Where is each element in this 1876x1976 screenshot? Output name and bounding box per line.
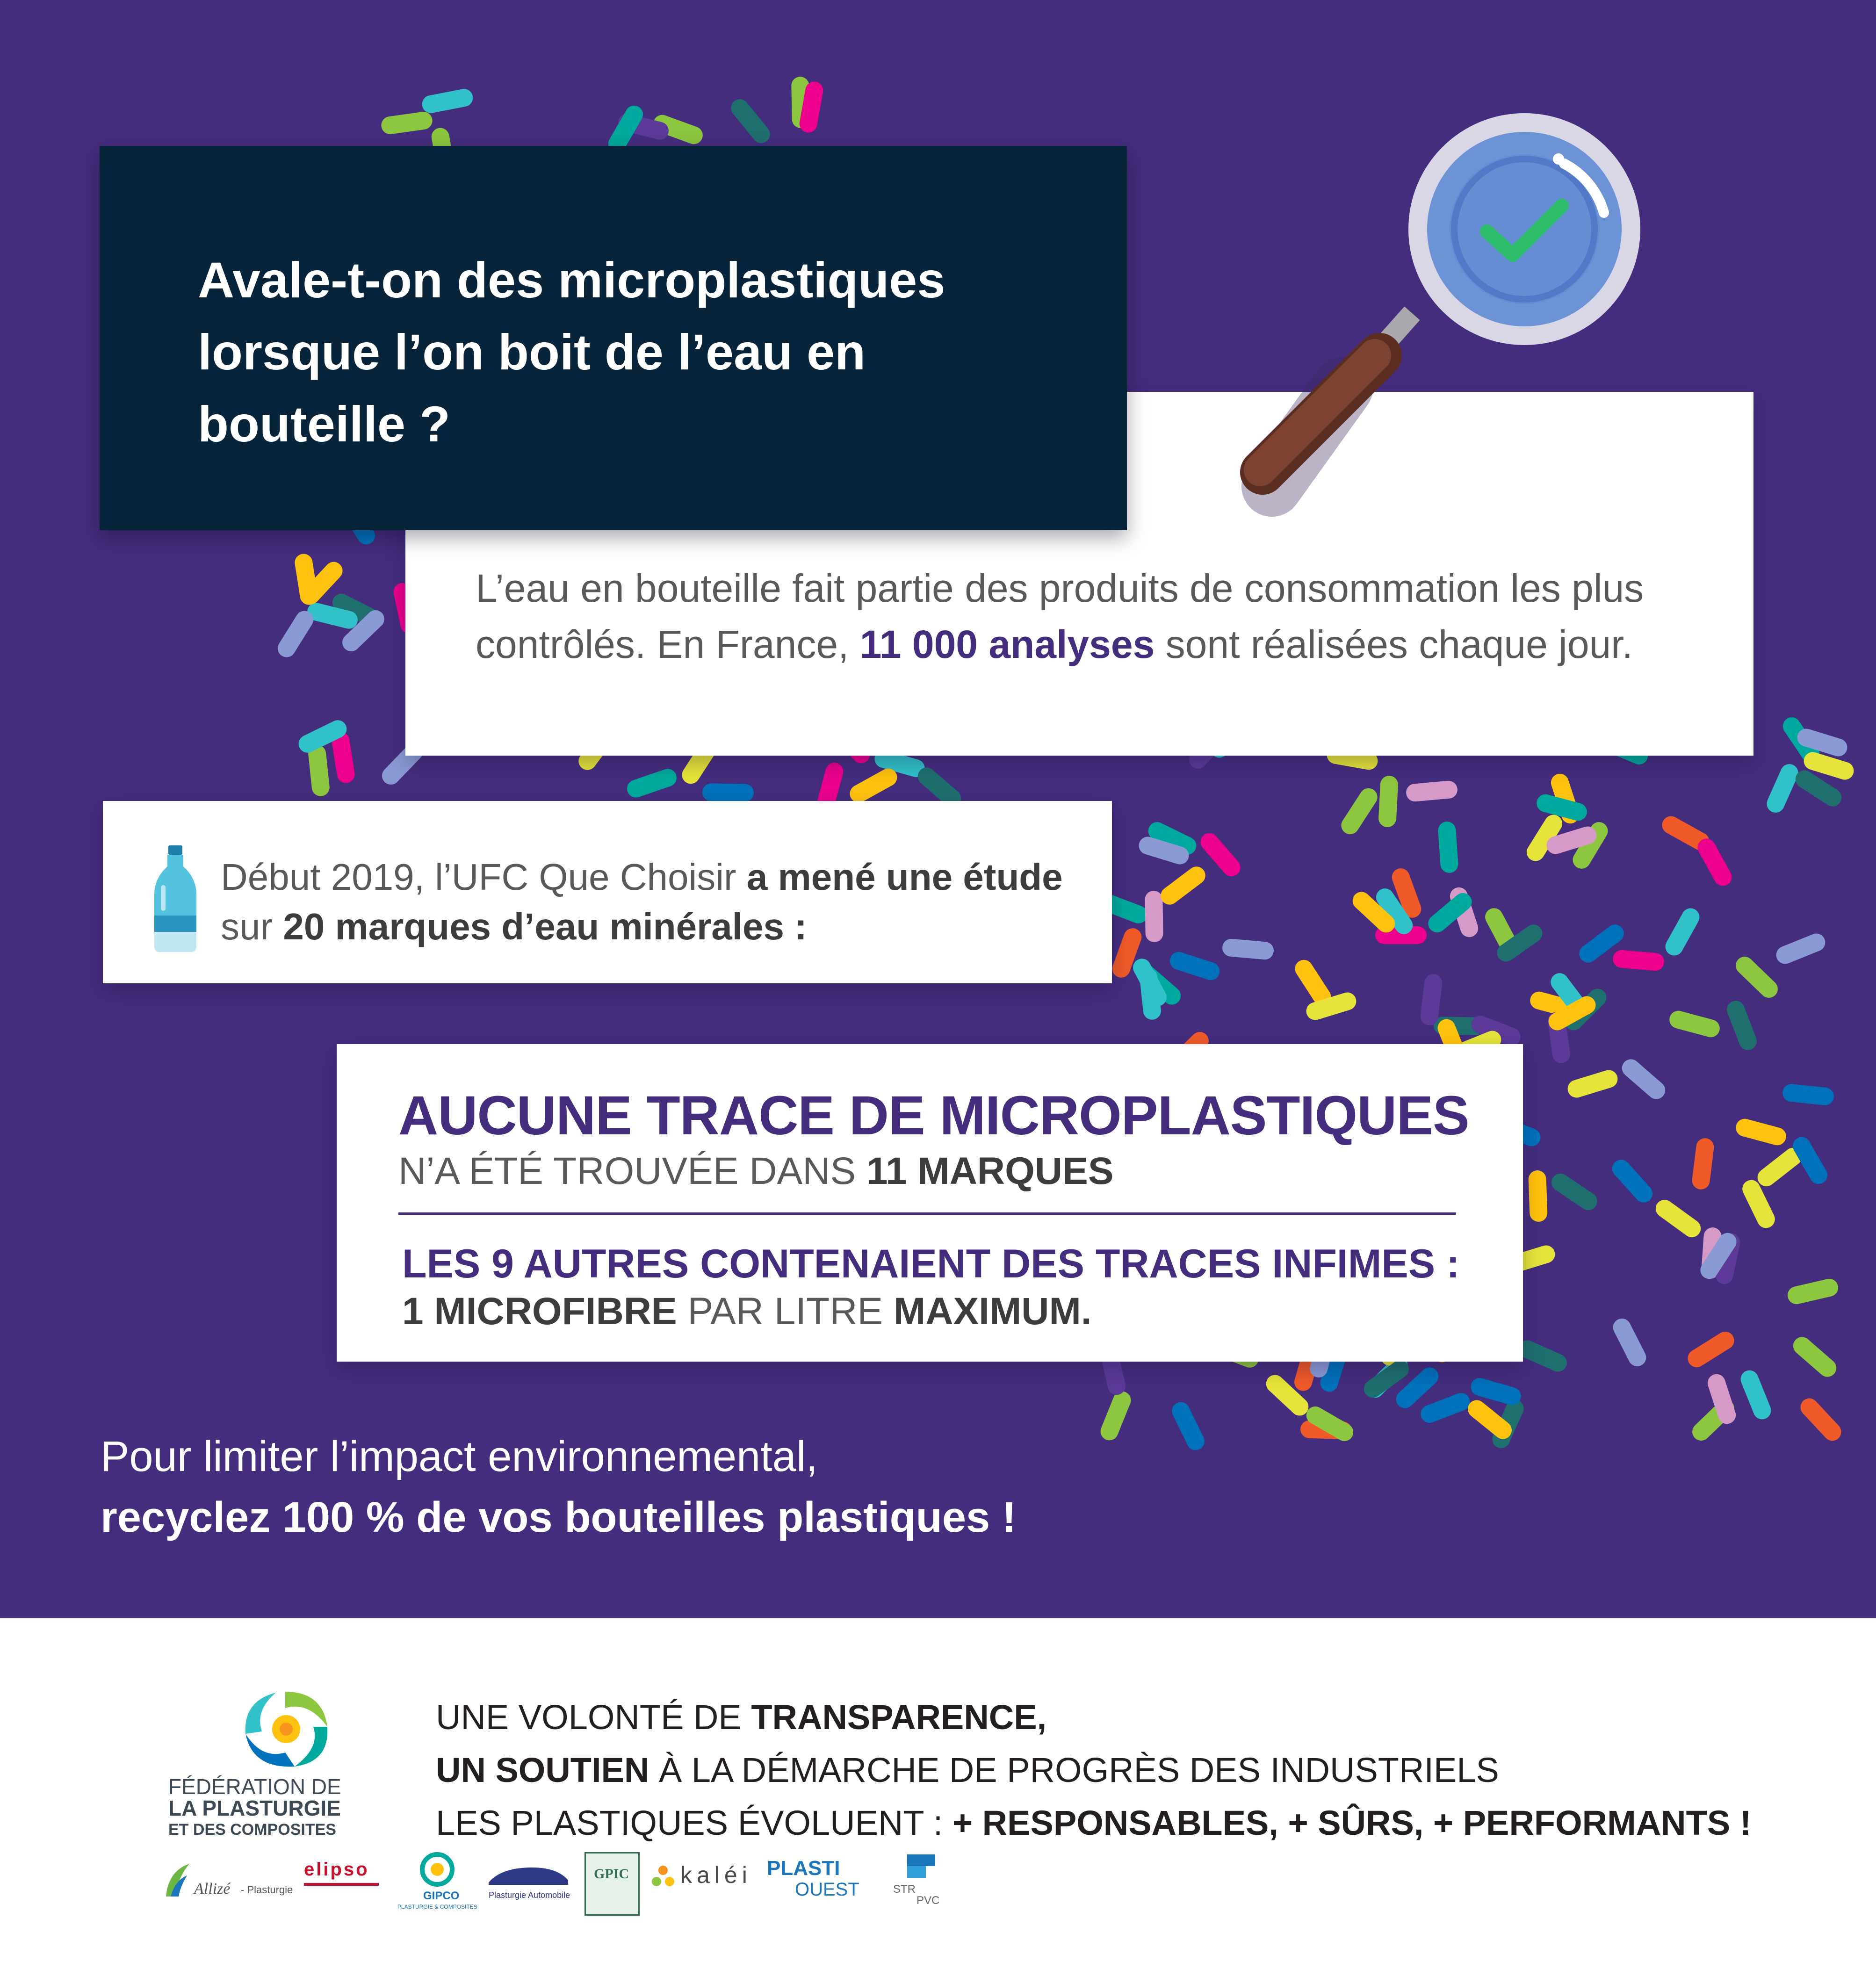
gpa-car-icon xyxy=(486,1864,570,1887)
result-sub-bold: 11 MARQUES xyxy=(866,1150,1114,1192)
confetti-pill xyxy=(1618,1056,1669,1103)
confetti-pill xyxy=(380,111,433,136)
confetti-pill xyxy=(1222,938,1275,960)
confetti-pill xyxy=(1437,821,1459,873)
partner-logos xyxy=(164,1852,959,1946)
partner-elipso xyxy=(304,1852,388,1941)
gpic-name: GPIC xyxy=(594,1866,629,1882)
partner-kalei xyxy=(650,1852,762,1941)
footer-l2-a: UN SOUTIEN xyxy=(436,1751,649,1789)
confetti-pill xyxy=(728,95,774,146)
confetti-pill xyxy=(1734,1117,1788,1147)
confetti-pill xyxy=(420,87,474,115)
confetti-pill xyxy=(274,607,317,660)
allize-sub: - Plasturgie xyxy=(241,1884,293,1896)
confetti-pill xyxy=(1612,949,1665,971)
confetti-pill xyxy=(1515,1337,1570,1374)
confetti-pill xyxy=(1098,1389,1133,1443)
confetti-pill xyxy=(1786,1277,1840,1306)
confetti-pill xyxy=(1797,1395,1845,1444)
cta-line-1: Pour limiter l’impact environnemental, xyxy=(101,1433,818,1480)
gpa-name: Plasturgie Automobile xyxy=(489,1890,570,1900)
result-line2-mid: PAR LITRE xyxy=(677,1290,894,1333)
cta-line-2: recyclez 100 % de vos bouteilles plastiques ! xyxy=(101,1493,1017,1541)
partner-allize xyxy=(164,1852,293,1941)
footer-line-2 xyxy=(436,1744,1751,1796)
confetti-pill xyxy=(1764,761,1801,815)
study-text xyxy=(221,852,1100,952)
info-text-before: L’eau en bouteille fait partie des produits de consommation les plus contrôlés. En France, xyxy=(476,566,1644,666)
confetti-pill xyxy=(1145,891,1163,943)
confetti-pill xyxy=(1406,780,1458,802)
study-part2: sur xyxy=(221,906,283,947)
federation-swirl-icon xyxy=(234,1682,337,1771)
ouest-name: OUEST xyxy=(795,1879,859,1900)
partner-gpa xyxy=(486,1852,575,1941)
partner-plastiouest xyxy=(767,1852,860,1941)
study-card xyxy=(103,801,1112,983)
confetti-pill xyxy=(1169,1399,1207,1453)
confetti-pill xyxy=(1528,1170,1548,1222)
title-card xyxy=(100,146,1127,530)
footer-line-3 xyxy=(436,1796,1751,1849)
federation-name xyxy=(168,1776,360,1840)
confetti-pill xyxy=(1418,1391,1472,1426)
kalei-name: kaléi xyxy=(680,1862,752,1888)
confetti-pill xyxy=(1691,1137,1715,1190)
federation-line-2: LA PLASTURGIE xyxy=(168,1796,341,1820)
confetti-pill xyxy=(1168,950,1222,982)
footer-line-1 xyxy=(436,1691,1751,1744)
confetti-pill xyxy=(1548,1170,1601,1213)
confetti-pill xyxy=(625,766,679,800)
kalei-flower-icon xyxy=(650,1864,676,1890)
result-line2-bold1: 1 MICROFIBRE xyxy=(402,1290,677,1333)
confetti-pill xyxy=(1566,1068,1620,1100)
info-text xyxy=(476,560,1715,672)
confetti-pill xyxy=(1338,785,1381,838)
confetti-pill xyxy=(1378,775,1399,828)
partner-strpvc xyxy=(893,1852,954,1941)
federation-line-3: ET DES COMPOSITES xyxy=(168,1821,336,1839)
confetti-pill xyxy=(1738,1368,1774,1422)
result-divider xyxy=(398,1212,1456,1215)
water-bottle-icon xyxy=(150,845,201,953)
footer-l2-b: À LA DÉMARCHE DE PROGRÈS DES INDUSTRIELS xyxy=(649,1751,1499,1789)
result-line2-bold2: MAXIMUM. xyxy=(893,1290,1092,1333)
partner-gpic xyxy=(584,1852,641,1941)
str-pvc-mark-icon xyxy=(902,1852,940,1880)
result-card xyxy=(337,1044,1523,1362)
confetti-pill xyxy=(1739,1177,1778,1231)
plasti-name: PLASTI xyxy=(767,1857,840,1880)
federation-logo xyxy=(168,1682,360,1837)
info-text-after: sont réalisées chaque jour. xyxy=(1154,622,1633,666)
page-title: Avale-t-on des microplastiques lorsque l’on boit de l’eau en bouteille ? xyxy=(198,252,945,452)
confetti-pill xyxy=(1157,863,1209,909)
footer-statement xyxy=(436,1691,1751,1849)
gipco-sub: PLASTURGIE & COMPOSITES xyxy=(397,1904,477,1910)
elipso-underline xyxy=(304,1883,379,1886)
footer xyxy=(0,1618,1876,1976)
allize-leaf-icon xyxy=(164,1861,192,1899)
result-line-1: LES 9 AUTRES CONTENAIENT DES TRACES INFIMES : xyxy=(402,1241,1460,1286)
confetti-pill xyxy=(1695,836,1735,889)
result-line-2 xyxy=(402,1288,1092,1335)
footer-l3-a: LES PLASTIQUES ÉVOLUENT : xyxy=(436,1803,952,1842)
call-to-action xyxy=(101,1426,1016,1548)
pvc-name: PVC xyxy=(916,1894,940,1907)
elipso-name: elipso xyxy=(304,1859,369,1880)
footer-l3-b: + RESPONSABLES, + SÛRS, + PERFORMANTS ! xyxy=(952,1803,1752,1842)
confetti-pill xyxy=(1774,931,1828,966)
confetti-pill xyxy=(1732,953,1782,1002)
confetti-pill xyxy=(1652,1196,1704,1240)
confetti-pill xyxy=(1609,1156,1656,1206)
gpic-badge xyxy=(584,1852,640,1916)
footer-l1-a: UNE VOLONTÉ DE xyxy=(436,1698,751,1737)
partner-gipco xyxy=(397,1852,477,1941)
confetti-pill xyxy=(1684,1328,1737,1371)
allize-name: Allizé xyxy=(194,1880,231,1897)
confetti-pill xyxy=(1610,1315,1649,1369)
footer-l1-b: TRANSPARENCE, xyxy=(751,1698,1047,1737)
study-bold2: 20 marques d’eau minérales : xyxy=(283,906,807,947)
result-headline: AUCUNE TRACE DE MICROPLASTIQUES xyxy=(398,1085,1469,1147)
result-sub-prefix: N’A ÉTÉ TROUVÉE DANS xyxy=(398,1150,866,1192)
confetti-pill xyxy=(1667,1009,1722,1039)
result-subline xyxy=(398,1148,1114,1195)
gipco-name: GIPCO xyxy=(423,1889,460,1902)
confetti-pill xyxy=(702,783,754,802)
confetti-pill xyxy=(1662,905,1703,959)
confetti-pill xyxy=(1782,1083,1834,1106)
confetti-pill xyxy=(847,765,901,806)
info-highlight: 11 000 analyses xyxy=(859,622,1155,666)
confetti-pill xyxy=(1789,1334,1840,1381)
gipco-swirl-icon xyxy=(418,1852,456,1887)
str-name: STR xyxy=(893,1883,916,1896)
federation-line-1: FÉDÉRATION DE xyxy=(168,1774,341,1799)
confetti-pill xyxy=(1724,998,1760,1053)
magnifier-check-icon xyxy=(1234,112,1665,533)
study-part1: Début 2019, l’UFC Que Choisir xyxy=(221,856,747,898)
study-bold1: a mené une étude xyxy=(746,856,1063,898)
